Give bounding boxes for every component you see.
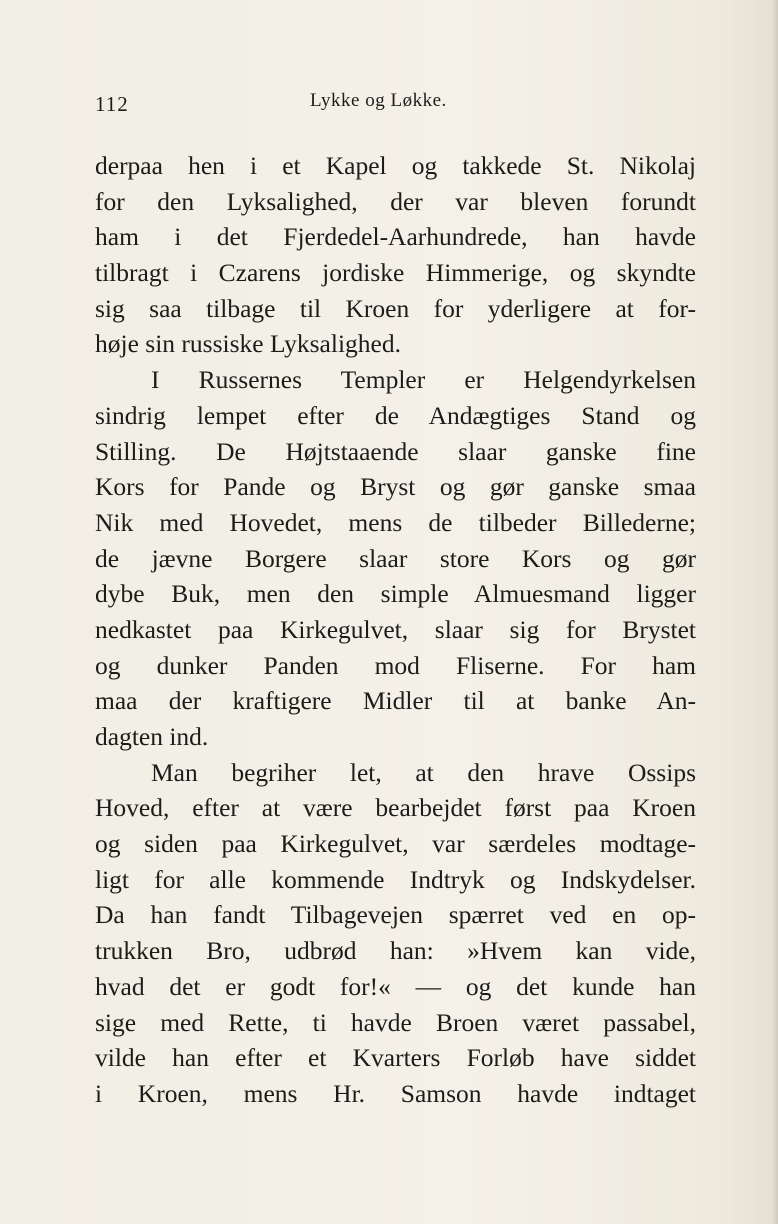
text-line: og siden paa Kirkegulvet, var særdeles modtage- <box>95 829 696 859</box>
text-line: tilbragt i Czarens jordiske Himmerige, og skyndte <box>95 258 696 288</box>
text-line: Stilling. De Højtstaaende slaar ganske fine <box>95 436 696 466</box>
text-line: Hoved, efter at være bearbejdet først paa Kroen <box>95 793 696 823</box>
text-line: maa der kraftigere Midler til at banke An- <box>95 686 696 716</box>
text-line: trukken Bro, udbrød han: »Hvem kan vide, <box>95 936 696 966</box>
page-edge-shadow <box>772 0 778 1224</box>
text-line: dybe Buk, men den simple Almuesmand ligger <box>95 579 696 609</box>
text-line: Man begriher let, at den hrave Ossips <box>151 757 696 787</box>
text-line: dagten ind. <box>95 722 209 751</box>
running-title: Lykke og Løkke. <box>310 90 447 111</box>
text-line: hvad det er godt for!« — og det kunde han <box>95 971 696 1001</box>
text-line: Da han fandt Tilbagevejen spærret ved en op- <box>95 900 696 930</box>
text-line: sindrig lempet efter de Andægtiges Stand og <box>95 400 696 430</box>
page-number: 112 <box>95 92 129 116</box>
text-line: sige med Rette, ti havde Broen været passabel, <box>95 1007 696 1037</box>
text-line: nedkastet paa Kirkegulvet, slaar sig for Brystet <box>95 614 696 644</box>
text-line: ham i det Fjerdedel-Aarhundrede, han havde <box>95 222 696 252</box>
text-line: Nik med Hovedet, mens de tilbeder Billederne; <box>95 507 696 537</box>
text-line: i Kroen, mens Hr. Samson havde indtaget <box>95 1078 696 1108</box>
text-line: derpaa hen i et Kapel og takkede St. Nikolaj <box>95 151 696 180</box>
text-line: ligt for alle kommende Indtryk og Indskydelser. <box>95 864 696 894</box>
text-line: vilde han efter et Kvarters Forløb have siddet <box>95 1043 696 1073</box>
text-line: sig saa tilbage til Kroen for yderligere at for- <box>95 293 696 323</box>
body-text <box>95 148 696 1112</box>
text-line: de jævne Borgere slaar store Kors og gør <box>95 543 696 573</box>
text-line: høje sin russiske Lyksalighed. <box>95 329 401 359</box>
text-line: Kors for Pande og Bryst og gør ganske smaa <box>95 472 696 502</box>
text-line: og dunker Panden mod Fliserne. For ham <box>95 650 696 680</box>
text-line: I Russernes Templer er Helgendyrkelsen <box>151 365 696 395</box>
text-line: for den Lyksalighed, der var bleven forundt <box>95 186 696 216</box>
page-header <box>95 88 695 118</box>
